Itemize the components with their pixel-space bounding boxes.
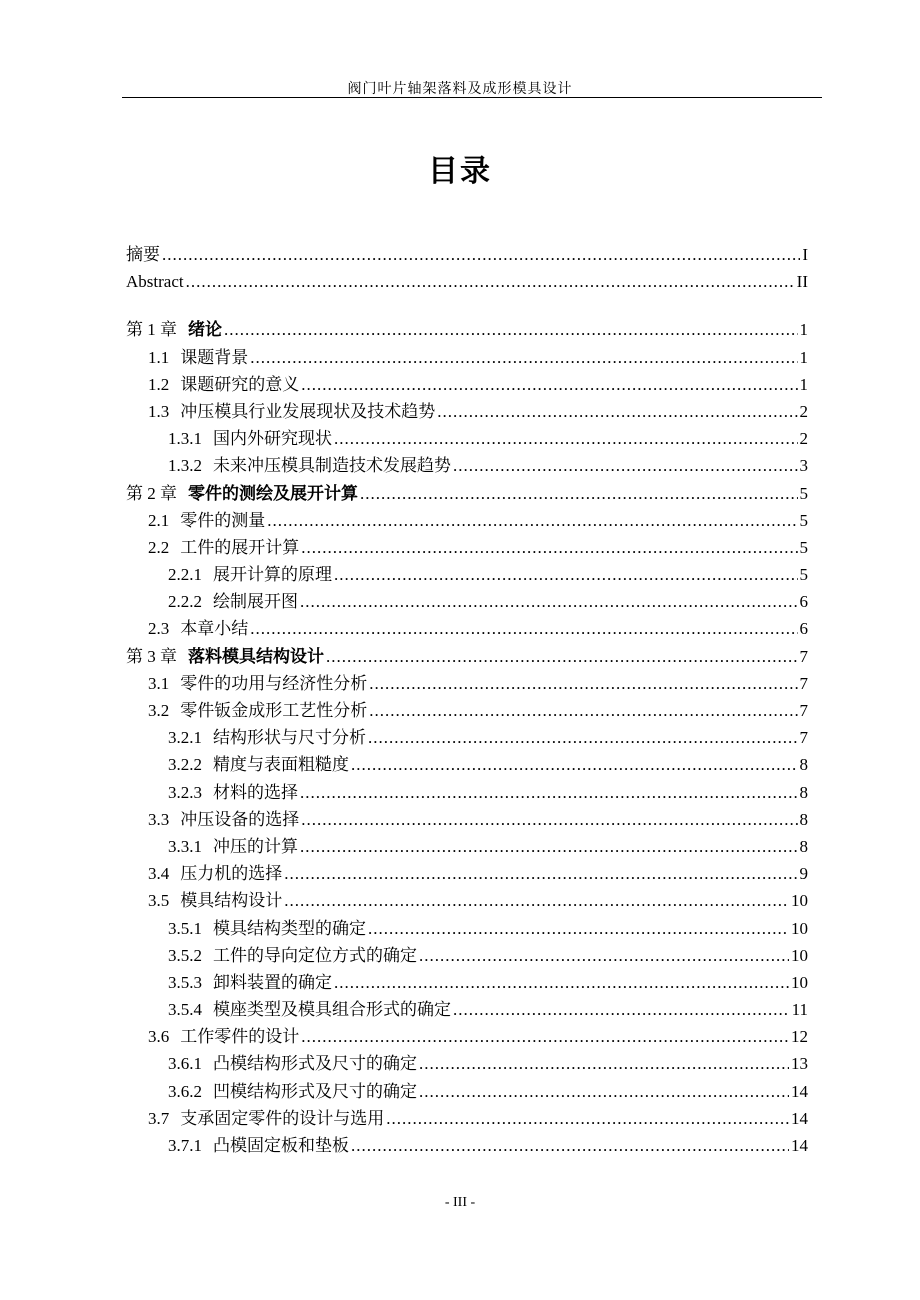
toc-entry-title: 材料的选择 xyxy=(213,782,298,802)
toc-dot-leader xyxy=(334,969,789,996)
toc-entry[interactable] xyxy=(126,670,808,697)
toc-dot-leader xyxy=(224,316,798,343)
toc-entry-title: 凸模结构形式及尺寸的确定 xyxy=(213,1054,417,1074)
toc-entry[interactable] xyxy=(126,1078,808,1105)
toc-dot-leader xyxy=(453,996,790,1023)
toc-entry-number: 第 1 章 xyxy=(126,320,177,340)
toc-entry[interactable] xyxy=(126,806,808,833)
toc-entry[interactable] xyxy=(126,615,808,642)
toc-entry-title: 精度与表面粗糙度 xyxy=(213,755,349,775)
toc-entry-title: 摘要 xyxy=(126,245,160,264)
toc-dot-leader xyxy=(360,480,798,507)
toc-entry-page: 7 xyxy=(799,673,808,693)
toc-entry-page: 1 xyxy=(799,374,808,394)
toc-dot-leader xyxy=(301,1023,789,1050)
toc-entry[interactable] xyxy=(126,344,808,371)
toc-entry-page: 5 xyxy=(799,510,808,530)
toc-dot-leader xyxy=(326,643,798,670)
toc-entry[interactable] xyxy=(126,398,808,425)
toc-entry[interactable] xyxy=(126,860,808,887)
toc-dot-leader xyxy=(437,398,797,425)
toc-entry[interactable] xyxy=(126,534,808,561)
toc-entry-number: 3.7.1 xyxy=(168,1136,202,1155)
toc-entry-page: 10 xyxy=(791,891,808,911)
toc-entry-title: 冲压设备的选择 xyxy=(180,809,300,829)
toc-entry[interactable] xyxy=(126,724,808,751)
toc-entry[interactable] xyxy=(126,371,808,398)
toc-entry-title: 未来冲压模具制造技术发展趋势 xyxy=(213,456,451,476)
page-number: - III - xyxy=(444,1195,476,1210)
toc-entry-page: I xyxy=(802,245,808,264)
toc-entry-number: 3.3 xyxy=(148,809,170,829)
toc-entry-title: 零件的功用与经济性分析 xyxy=(180,673,368,693)
toc-entry[interactable] xyxy=(126,507,808,534)
toc-entry-title: 凸模固定板和垫板 xyxy=(213,1136,349,1155)
toc-dot-leader xyxy=(386,1105,789,1132)
toc-entry-title: 模座类型及模具组合形式的确定 xyxy=(213,1000,451,1020)
table-of-contents xyxy=(126,241,808,1159)
toc-entry[interactable] xyxy=(126,425,808,452)
toc-entry-title: 工件的展开计算 xyxy=(180,537,300,557)
toc-entry-page: 14 xyxy=(791,1136,808,1155)
toc-entry-page: 8 xyxy=(799,782,808,802)
running-header: 阀门叶片轴架落料及成形模具设计 xyxy=(347,82,573,97)
toc-entry-page: 5 xyxy=(799,537,808,557)
toc-dot-leader xyxy=(334,425,798,452)
toc-entry-number: 3.5.2 xyxy=(168,945,202,965)
toc-entry[interactable] xyxy=(126,1105,808,1132)
toc-entry-page: 8 xyxy=(799,809,808,829)
toc-entry[interactable] xyxy=(126,1132,808,1159)
toc-entry-number: 第 2 章 xyxy=(126,483,177,503)
toc-entry[interactable] xyxy=(126,643,808,670)
toc-entry[interactable] xyxy=(126,561,808,588)
toc-entry[interactable] xyxy=(126,833,808,860)
toc-entry-page: 3 xyxy=(799,456,808,476)
toc-entry[interactable] xyxy=(126,969,808,996)
toc-entry-page: 1 xyxy=(799,347,808,367)
toc-entry-number: 3.5 xyxy=(148,891,170,911)
toc-dot-leader xyxy=(368,915,789,942)
toc-entry[interactable] xyxy=(126,588,808,615)
toc-entry-number: 1.2 xyxy=(148,374,170,394)
toc-dot-leader xyxy=(267,507,797,534)
toc-entry-page: 2 xyxy=(799,401,808,421)
toc-entry-number: 3.6.2 xyxy=(168,1081,202,1101)
toc-entry-page: 12 xyxy=(791,1027,808,1047)
toc-entry[interactable] xyxy=(126,887,808,914)
toc-entry-page: 14 xyxy=(791,1108,808,1128)
toc-entry-title: 模具结构设计 xyxy=(180,891,283,911)
toc-entry-page: 1 xyxy=(799,320,808,340)
toc-entry-number: 2.2 xyxy=(148,537,170,557)
toc-dot-leader xyxy=(250,344,797,371)
toc-entry-number: 1.3.2 xyxy=(168,456,202,476)
toc-entry[interactable] xyxy=(126,779,808,806)
toc-entry-number: 3.4 xyxy=(148,864,170,884)
toc-entry-page: 10 xyxy=(791,918,808,938)
toc-entry-page: 11 xyxy=(791,1000,808,1020)
toc-entry-title: 零件的测绘及展开计算 xyxy=(188,483,358,503)
toc-entry-page: 7 xyxy=(799,701,808,720)
toc-entry-title: 落料模具结构设计 xyxy=(188,646,324,666)
toc-entry-page: 5 xyxy=(799,483,808,503)
toc-entry-title: 课题研究的意义 xyxy=(180,374,300,394)
toc-entry-page: 10 xyxy=(791,945,808,965)
toc-dot-leader xyxy=(453,452,798,479)
toc-entry-title: 零件的测量 xyxy=(180,510,266,530)
toc-entry-page: 6 xyxy=(799,592,808,612)
toc-dot-leader xyxy=(419,942,789,969)
toc-dot-leader xyxy=(369,697,797,724)
toc-entry[interactable] xyxy=(126,996,808,1023)
toc-entry-page: 8 xyxy=(799,755,808,775)
toc-entry-title: 凹模结构形式及尺寸的确定 xyxy=(213,1081,417,1101)
toc-entry-number: 3.3.1 xyxy=(168,836,202,856)
toc-entry-number: 1.1 xyxy=(148,347,170,367)
toc-dot-leader xyxy=(300,588,798,615)
toc-entry-title: 绪论 xyxy=(188,320,222,340)
toc-entry-title: 冲压模具行业发展现状及技术趋势 xyxy=(180,401,436,421)
toc-dot-leader xyxy=(419,1050,789,1077)
toc-entry-title: Abstract xyxy=(126,272,184,292)
toc-entry-title: 模具结构类型的确定 xyxy=(213,918,366,938)
toc-dot-leader xyxy=(162,241,800,268)
toc-entry-number: 2.1 xyxy=(148,510,170,530)
toc-entry[interactable] xyxy=(126,1023,808,1050)
toc-dot-leader xyxy=(301,534,797,561)
toc-entry-number: 3.1 xyxy=(148,673,170,693)
toc-entry[interactable] xyxy=(126,316,808,343)
toc-entry-number: 3.5.1 xyxy=(168,918,202,938)
header-rule xyxy=(122,97,822,98)
toc-dot-leader xyxy=(369,670,797,697)
toc-dot-leader xyxy=(301,371,797,398)
toc-entry-number: 第 3 章 xyxy=(126,646,177,666)
toc-entry[interactable] xyxy=(126,942,808,969)
toc-entry-page: 5 xyxy=(799,565,808,585)
toc-entry-page: 14 xyxy=(791,1081,808,1101)
toc-entry-number: 1.3 xyxy=(148,401,170,421)
toc-entry[interactable] xyxy=(126,268,808,295)
toc-dot-leader xyxy=(250,615,797,642)
toc-entry[interactable] xyxy=(126,480,808,507)
toc-entry[interactable] xyxy=(126,915,808,942)
toc-entry-title: 压力机的选择 xyxy=(180,864,283,884)
toc-dot-leader xyxy=(186,268,795,295)
toc-entry-title: 国内外研究现状 xyxy=(213,429,332,449)
toc-entry-number: 3.2.3 xyxy=(168,782,202,802)
toc-entry-number: 2.2.2 xyxy=(168,592,202,612)
toc-entry-page: 13 xyxy=(791,1054,808,1074)
toc-dot-leader xyxy=(284,860,797,887)
toc-entry-title: 绘制展开图 xyxy=(213,592,298,612)
toc-entry-page: 10 xyxy=(791,972,808,992)
toc-entry-title: 工件的导向定位方式的确定 xyxy=(213,945,417,965)
toc-entry-number: 3.6 xyxy=(148,1027,170,1047)
toc-entry-page: II xyxy=(796,272,808,292)
toc-dot-leader xyxy=(300,833,798,860)
toc-entry[interactable] xyxy=(126,697,808,724)
toc-entry-page: 2 xyxy=(799,429,808,449)
toc-dot-leader xyxy=(284,887,789,914)
toc-entry[interactable] xyxy=(126,1050,808,1077)
toc-entry-number: 3.7 xyxy=(148,1108,170,1128)
toc-dot-leader xyxy=(351,751,798,778)
toc-entry-number: 1.3.1 xyxy=(168,429,202,449)
toc-entry-number: 3.2 xyxy=(148,701,170,720)
toc-entry-title: 支承固定零件的设计与选用 xyxy=(180,1108,385,1128)
toc-dot-leader xyxy=(334,561,798,588)
toc-entry-number: 3.5.4 xyxy=(168,1000,202,1020)
toc-dot-leader xyxy=(300,779,798,806)
toc-dot-leader xyxy=(419,1078,789,1105)
toc-entry-title: 冲压的计算 xyxy=(213,836,298,856)
toc-dot-leader xyxy=(368,724,798,751)
toc-dot-leader xyxy=(301,806,797,833)
toc-entry-title: 展开计算的原理 xyxy=(213,565,332,585)
toc-entry-number: 3.2.1 xyxy=(168,728,202,748)
toc-entry-number: 3.6.1 xyxy=(168,1054,202,1074)
toc-entry-title: 卸料装置的确定 xyxy=(213,972,332,992)
toc-entry-page: 6 xyxy=(799,619,808,639)
toc-entry[interactable] xyxy=(126,241,808,268)
toc-entry-page: 9 xyxy=(799,864,808,884)
toc-entry-page: 7 xyxy=(799,646,808,666)
toc-entry-page: 8 xyxy=(799,836,808,856)
toc-entry-title: 本章小结 xyxy=(180,619,249,639)
toc-entry[interactable] xyxy=(126,452,808,479)
toc-entry-title: 结构形状与尺寸分析 xyxy=(213,728,366,748)
toc-entry-number: 3.2.2 xyxy=(168,755,202,775)
toc-entry-title: 零件钣金成形工艺性分析 xyxy=(180,701,368,720)
toc-entry-number: 3.5.3 xyxy=(168,972,202,992)
toc-dot-leader xyxy=(351,1132,789,1159)
toc-entry[interactable] xyxy=(126,751,808,778)
toc-entry-page: 7 xyxy=(799,728,808,748)
page-title: 目录 xyxy=(428,154,492,189)
toc-entry-title: 工作零件的设计 xyxy=(180,1027,300,1047)
toc-entry-title: 课题背景 xyxy=(180,347,249,367)
toc-entry-number: 2.3 xyxy=(148,619,170,639)
toc-entry-number: 2.2.1 xyxy=(168,565,202,585)
